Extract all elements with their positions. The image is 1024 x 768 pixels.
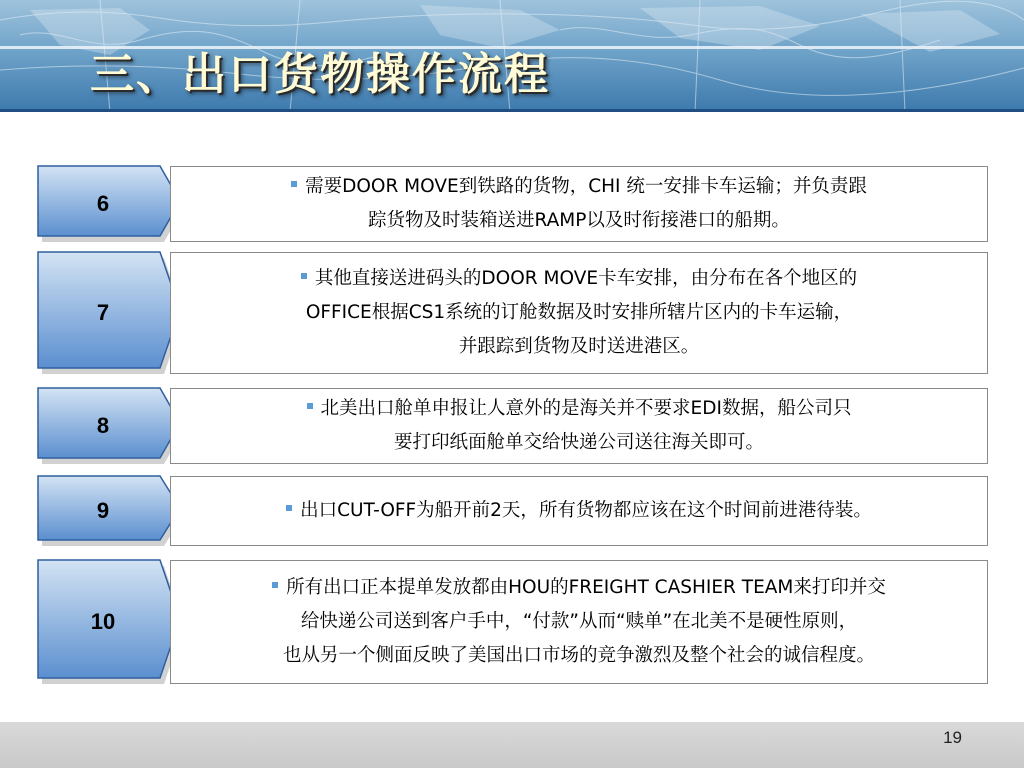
text-line: 踪货物及时装箱送进RAMP以及时衔接港口的船期。 bbox=[368, 210, 790, 231]
page-title: 三、出口货物操作流程 bbox=[90, 49, 550, 100]
text-line: 也从另一个侧面反映了美国出口市场的竞争激烈及整个社会的诚信程度。 bbox=[282, 645, 875, 666]
step-description bbox=[170, 560, 988, 684]
bullet-icon bbox=[286, 505, 292, 511]
header-underline bbox=[0, 109, 1024, 112]
text-line: 要打印纸面舱单交给快递公司送往海关即可。 bbox=[393, 432, 764, 453]
step-number: 10 bbox=[90, 609, 116, 634]
bullet-icon bbox=[272, 582, 278, 588]
text-line: OFFICE根据CS1系统的订舱数据及时安排所辖片区内的卡车运输， bbox=[305, 302, 853, 323]
list-item bbox=[0, 388, 1024, 464]
text-line: 所有出口正本提单发放都由HOU的FREIGHT CASHIER TEAM来打印并交 bbox=[272, 571, 886, 605]
text-line: 需要DOOR MOVE到铁路的货物，CHI 统一安排卡车运输；并负责跟 bbox=[291, 170, 867, 204]
text-line: 出口CUT-OFF为船开前2天，所有货物都应该在这个时间前进港待装。 bbox=[286, 494, 872, 528]
list-item bbox=[0, 166, 1024, 242]
text-line: 给快递公司送到客户手中，“付款”从而“赎单”在北美不是硬性原则， bbox=[300, 611, 858, 632]
bullet-icon bbox=[307, 403, 313, 409]
text-line: 北美出口舱单申报让人意外的是海关并不要求EDI数据，船公司只 bbox=[307, 392, 852, 426]
step-number: 6 bbox=[96, 191, 110, 216]
step-description bbox=[170, 476, 988, 546]
list-item bbox=[0, 476, 1024, 546]
bullet-icon bbox=[301, 273, 307, 279]
text-line: 其他直接送进码头的DOOR MOVE卡车安排，由分布在各个地区的 bbox=[301, 262, 857, 296]
list-item bbox=[0, 560, 1024, 684]
bullet-icon bbox=[291, 181, 297, 187]
step-description bbox=[170, 166, 988, 242]
step-number: 8 bbox=[96, 413, 110, 438]
text-line: 并跟踪到货物及时送进港区。 bbox=[458, 336, 700, 357]
step-number: 7 bbox=[96, 300, 110, 325]
footer-bar bbox=[0, 722, 1024, 768]
page-number: 19 bbox=[943, 728, 962, 747]
list-item bbox=[0, 252, 1024, 374]
step-number: 9 bbox=[96, 498, 110, 523]
step-description bbox=[170, 252, 988, 374]
step-description bbox=[170, 388, 988, 464]
